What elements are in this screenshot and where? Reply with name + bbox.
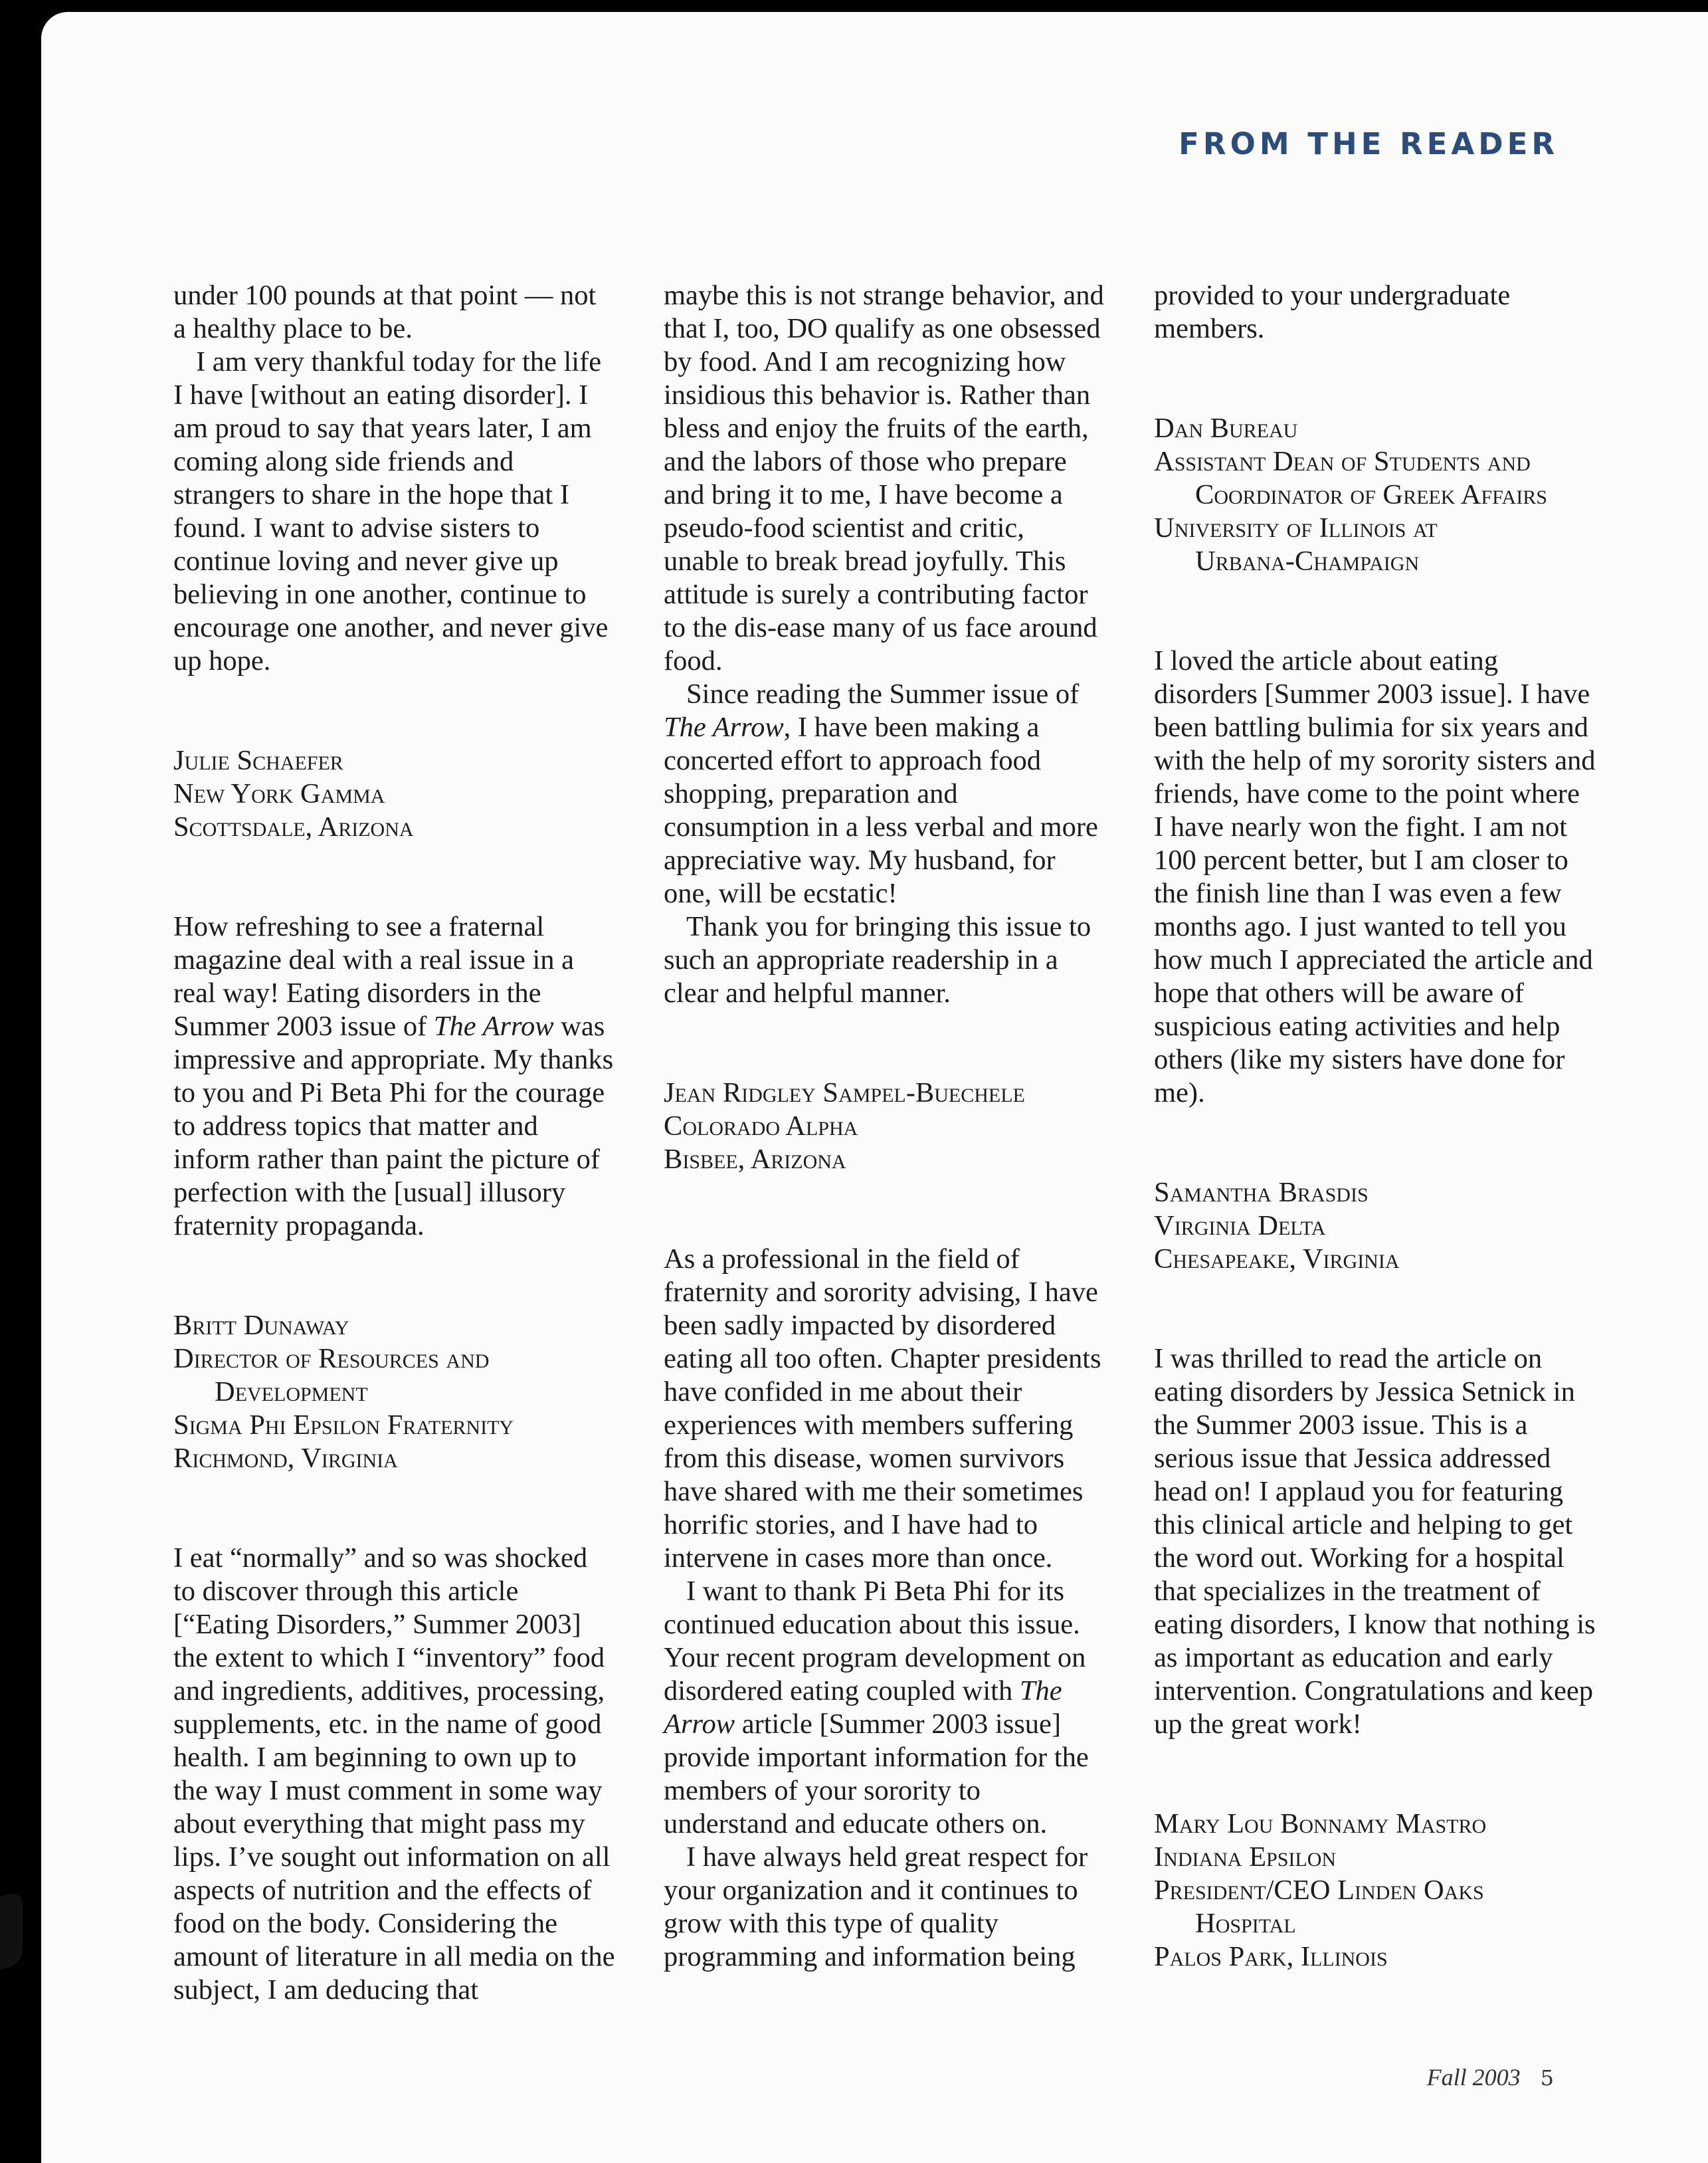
letter-signature — [1154, 412, 1596, 578]
letter-signature — [664, 1077, 1105, 1176]
signature-line: New York Gamma — [173, 778, 385, 809]
signature-line: Coordinator of Greek Affairs — [1195, 479, 1547, 510]
signature-line: Urbana-Champaign — [1195, 546, 1420, 577]
letter-paragraph: I loved the article about eating disorders [Summer 2003 issue]. I have been battling bulimia for six years and with the help of my sorority sisters and friends, have come to the point where I have nearly won the fight. I am not 100 percent better, but I am closer to the finish line than I was even a few months ago. I just wanted to tell you how much I appreciated the article and hope that others will be aware of suspicious eating activities and help others (like my sisters have done for me). — [1154, 645, 1596, 1108]
letter-body — [1154, 645, 1596, 1110]
page-number: 5 — [1540, 2065, 1554, 2091]
letter-paragraph: As a professional in the field of fraternity and sorority advising, I have been sadly impacted by disordered eating all too often. Chapter presidents have confided in me about their experiences with members suffering from this disease, women survivors have shared with me their sometimes horrific stories, and I have had to intervene in cases more than once. — [664, 1243, 1101, 1574]
letter-paragraph: I am very thankful today for the life I have [without an eating disorder]. I am proud to say that years later, I am coming along side friends and strangers to share in the hope that I found. I want to advise sisters to continue loving and never give up believing in one another, continue to encourage one another, and never give up hope. — [173, 346, 609, 676]
page-footer — [1427, 2063, 1554, 2091]
letter-signature — [173, 744, 615, 844]
letter-paragraph: Since reading the Summer issue of The Arrow, I have been making a concerted effort to approach food shopping, preparation and consumption in a less verbal and more appreciative way. My husband, for one, will be ecstatic! — [664, 678, 1098, 909]
signature-name: Samantha Brasdis — [1154, 1177, 1369, 1208]
signature-line: Virginia Delta — [1154, 1210, 1326, 1241]
letter-body — [1154, 279, 1596, 346]
letter-body — [1154, 1342, 1596, 1741]
signature-line: Palos Park, Illinois — [1154, 1941, 1388, 1972]
letter-body — [173, 910, 615, 1243]
letter-paragraph: I was thrilled to read the article on eating disorders by Jessica Setnick in the Summer 2003 issue. This is a serious issue that Jessica addressed head on! I applaud you for featuring this clinical article and helping to get the word out. Working for a hospital that specializes in the treatment of eating disorders, I know that nothing is as important as education and early intervention. Congratulations and keep up the great work! — [1154, 1343, 1596, 1740]
signature-line: Director of Resources and — [173, 1343, 490, 1374]
letter-signature — [173, 1309, 615, 1475]
column-3 — [1154, 279, 1596, 2040]
signature-line: President/CEO Linden Oaks — [1154, 1875, 1484, 1906]
signature-line: Bisbee, Arizona — [664, 1144, 846, 1175]
letter-paragraph: I want to thank Pi Beta Phi for its continued education about this issue. Your recent program development on disordered eating coupled with The Arrow article [Summer 2003 issue] provide important information for the members of your sorority to understand and educate others on. — [664, 1576, 1089, 1839]
letter-paragraph: How refreshing to see a fraternal magazine deal with a real issue in a real way! Eating disorders in the Summer 2003 issue of The Arrow was impressive and appropriate. My thanks to you and Pi Beta Phi for the courage to address topics that matter and inform rather than paint the picture of perfection with the [usual] illusory fraternity propaganda. — [173, 911, 614, 1241]
signature-line: Richmond, Virginia — [173, 1443, 398, 1474]
letter-body — [173, 1542, 615, 2007]
letter-body — [173, 279, 615, 678]
letter-paragraph: Thank you for bringing this issue to such an appropriate readership in a clear and helpful manner. — [664, 911, 1091, 1009]
magazine-title: The Arrow — [664, 1675, 1062, 1740]
letter-paragraph: under 100 pounds at that point — not a healthy place to be. — [173, 280, 597, 344]
column-1 — [173, 279, 615, 2073]
issue-season: Fall 2003 — [1426, 2064, 1521, 2091]
signature-name: Dan Bureau — [1154, 413, 1298, 444]
signature-line: Hospital — [1195, 1908, 1296, 1939]
signature-line: Scottsdale, Arizona — [173, 811, 414, 843]
letter-paragraph: provided to your undergraduate members. — [1154, 280, 1511, 344]
signature-line: Development — [215, 1376, 368, 1407]
signature-line: Sigma Phi Epsilon Fraternity — [173, 1409, 514, 1441]
column-2 — [664, 279, 1105, 2040]
letter-signature — [1154, 1176, 1596, 1276]
signature-name: Jean Ridgley Sampel-Buechele — [664, 1077, 1025, 1108]
scan-edge-mark — [0, 1891, 23, 1969]
magazine-title: The Arrow — [433, 1011, 554, 1042]
signature-line: Chesapeake, Virginia — [1154, 1243, 1400, 1275]
signature-name: Julie Schaefer — [173, 745, 343, 776]
signature-name: Britt Dunaway — [173, 1310, 349, 1341]
letter-body — [664, 1243, 1105, 1974]
letter-signature — [1154, 1807, 1596, 1974]
letter-body — [664, 279, 1105, 1010]
letter-paragraph: maybe this is not strange behavior, and that I, too, DO qualify as one obsessed by food. And I am recognizing how insidious this behavior is. Rather than bless and enjoy the fruits of the earth, and the labors of those who prepare and bring it to me, I have become a pseudo-food scientist and critic, unable to break bread joyfully. This attitude is surely a contributing factor to the dis-ease many of us face around food. — [664, 280, 1104, 676]
signature-line: Indiana Epsilon — [1154, 1841, 1337, 1873]
letter-paragraph: I have always held great respect for your organization and it continues to grow with this type of quality programming and information being — [664, 1841, 1088, 1972]
magazine-page — [41, 12, 1708, 2163]
signature-name: Mary Lou Bonnamy Mastro — [1154, 1808, 1487, 1839]
signature-line: University of Illinois at — [1154, 512, 1438, 544]
magazine-title: The Arrow — [664, 712, 784, 743]
section-title: FROM THE READER — [1179, 126, 1559, 161]
signature-line: Colorado Alpha — [664, 1110, 858, 1142]
signature-line: Assistant Dean of Students and — [1154, 446, 1531, 477]
letter-paragraph: I eat “normally” and so was shocked to discover through this article [“Eating Disorders,” Summer 2003] the extent to which I “inventory” food and ingredients, additives, processing, supplements, etc. in the name of good health. I am beginning to own up to the way I must comment in some way about everything that might pass my lips. I’ve sought out information on all aspects of nutrition and the effects of food on the body. Considering the amount of literature in all media on the subject, I am deducing that — [173, 1542, 615, 2006]
